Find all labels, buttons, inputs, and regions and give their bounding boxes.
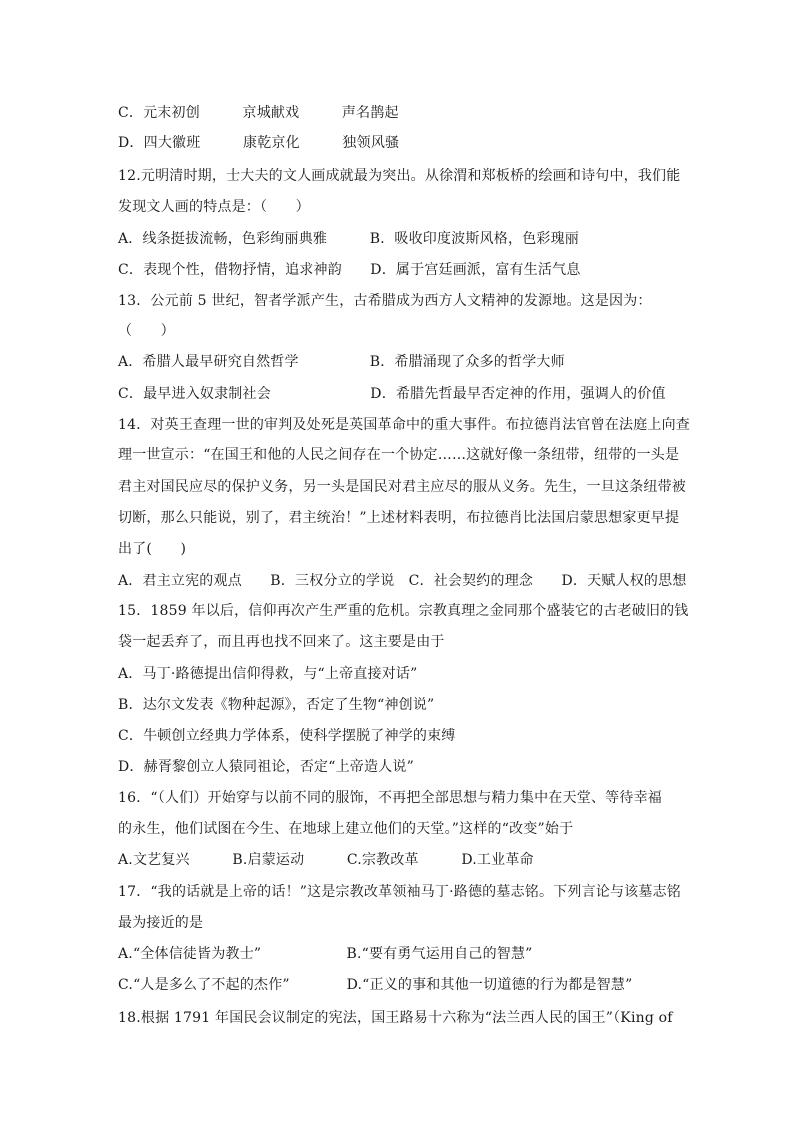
question-15-line-2: 袋一起丢弃了，而且再也找不回来了。这主要是由于 <box>118 634 445 650</box>
question-15-line-1: 15．1859 年以后，信仰再次产生严重的危机。宗教真理之金同那个盛装它的古老破旧的钱 <box>118 603 689 619</box>
question-14-line-2: 理一世宣示：“在国王和他的人民之间存在一个协定……这就好像一条纽带，纽带的一头是 <box>118 447 680 463</box>
question-14-line-5: 出了( ) <box>118 541 187 557</box>
option-d-q15: D．赫胥黎创立人猿同祖论，否定“上帝造人说” <box>118 759 414 775</box>
option-ab-q13: A．希腊人最早研究自然哲学 B．希腊涌现了众多的哲学大师 <box>118 354 565 370</box>
question-16-line-1: 16．“（人们）开始穿与以前不同的服饰，不再把全部思想与精力集中在天堂、等待幸福 <box>118 790 662 806</box>
option-d-q11: D．四大徽班 康乾京化 独领风骚 <box>118 135 400 151</box>
option-b-q15: B．达尔文发表《物种起源》，否定了生物“神创说” <box>118 697 435 713</box>
option-cd-q12: C．表现个性，借物抒情，追求神韵 D．属于宫廷画派，富有生活气息 <box>118 262 581 278</box>
option-a-q15: A．马丁·路德提出信仰得救，与“上帝直接对话” <box>118 666 418 682</box>
question-14-line-1: 14．对英王查理一世的审判及处死是英国革命中的重大事件。布拉德肖法官曾在法庭上向查 <box>118 417 691 433</box>
question-13-line-2: （ ） <box>118 323 175 339</box>
option-cd-q17: C.“人是多么了不起的杰作” D.“正义的事和其他一切道德的行为都是智慧” <box>118 977 633 993</box>
question-16-line-2: 的永生，他们试图在今生、在地球上建立他们的天堂。”这样的“改变”始于 <box>118 821 574 837</box>
question-18-line-1: 18.根据 1791 年国民会议制定的宪法，国王路易十六称为“法兰西人民的国王”（King of <box>118 1010 673 1026</box>
question-14-line-3: 君主对国民应尽的保护义务，另一头是国民对君主应尽的服从义务。先生，一旦这条纽带被 <box>118 479 686 495</box>
option-c-q11: C．元末初创 京城献戏 声名鹊起 <box>118 105 399 121</box>
question-17-line-1: 17．“我的话就是上帝的话！”这是宗教改革领袖马丁·路德的墓志铭。下列言论与该墓志铭 <box>118 884 681 900</box>
option-cd-q13: C．最早进入奴隶制社会 D．希腊先哲最早否定神的作用，强调人的价值 <box>118 386 666 402</box>
question-12-line-2: 发现文人画的特点是：（ ） <box>118 199 310 215</box>
option-abcd-q14: A．君主立宪的观点 B．三权分立的学说 C．社会契约的理念 D．天赋人权的思想 <box>118 573 687 589</box>
option-ab-q17: A.“全体信徒皆为教士” B.“要有勇气运用自己的智慧” <box>118 946 533 962</box>
option-abcd-q16: A.文艺复兴 B.启蒙运动 C.宗教改革 D.工业革命 <box>118 852 534 868</box>
option-ab-q12: A．线条挺拔流畅，色彩绚丽典雅 B．吸收印度波斯风格，色彩瑰丽 <box>118 231 579 247</box>
option-c-q15: C．牛顿创立经典力学体系，使科学摆脱了神学的束缚 <box>118 728 456 744</box>
question-17-line-2: 最为接近的是 <box>118 915 204 931</box>
question-13-line-1: 13．公元前 5 世纪，智者学派产生，古希腊成为西方人文精神的发源地。这是因为： <box>118 293 652 309</box>
question-14-line-4: 切断，那么只能说，别了，君主统治！”上述材料表明，布拉德肖比法国启蒙思想家更早提 <box>118 510 680 526</box>
question-12-line-1: 12.元明清时期，士大夫的文人画成就最为突出。从徐渭和郑板桥的绘画和诗句中，我们能 <box>118 168 681 184</box>
